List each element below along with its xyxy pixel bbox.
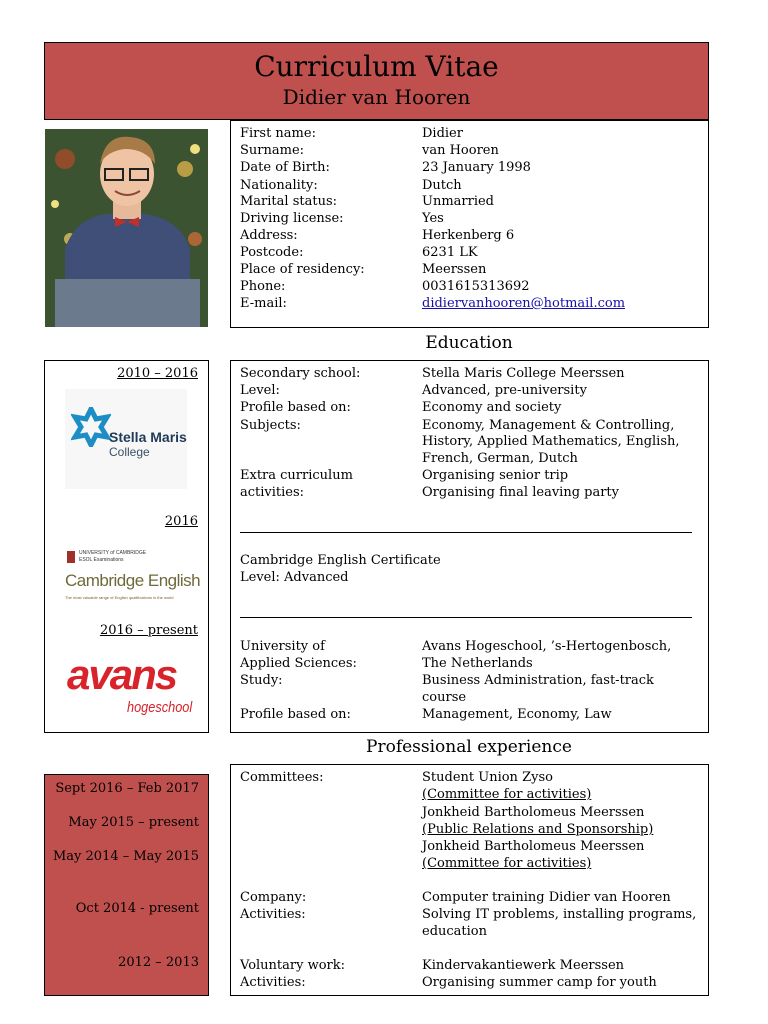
secondary-field-label: Profile based on: <box>240 400 351 415</box>
secondary-field-value: History, Applied Mathematics, English, <box>422 434 680 449</box>
personal-field-label: Date of Birth: <box>240 160 330 175</box>
personal-field-value: Dutch <box>422 178 462 193</box>
university-field-value: course <box>422 690 467 705</box>
email-link[interactable]: didiervanhooren@hotmail.com <box>422 296 626 311</box>
university-field-value: The Netherlands <box>422 656 533 671</box>
education-date: 2016 – present <box>99 623 198 638</box>
profile-photo <box>45 129 208 327</box>
secondary-field-value: Organising senior trip <box>422 468 569 483</box>
secondary-field-label: Extra curriculum <box>240 468 353 483</box>
divider <box>240 617 692 618</box>
personal-field-value: Yes <box>422 211 444 226</box>
education-date: 2010 – 2016 <box>117 366 198 381</box>
secondary-field-value: French, German, Dutch <box>422 451 578 466</box>
experience-field-value: Jonkheid Bartholomeus Meerssen <box>422 839 645 854</box>
secondary-field-label: Level: <box>240 383 280 398</box>
secondary-field-value: Stella Maris College Meerssen <box>422 366 625 381</box>
university-field-value: Management, Economy, Law <box>422 707 612 722</box>
personal-field-label: E-mail: <box>240 296 287 311</box>
secondary-field-value: Advanced, pre-university <box>422 383 587 398</box>
personal-field-value: Didier <box>422 126 463 141</box>
cambridge-english-logo <box>65 545 201 621</box>
experience-date: 2012 – 2013 <box>118 955 199 970</box>
personal-field-label: Marital status: <box>240 194 337 209</box>
experience-field-value: education <box>422 924 487 939</box>
experience-title: Professional experience <box>366 737 572 757</box>
stella-logo-line1: Stella Maris <box>109 429 187 445</box>
experience-details-box <box>230 764 709 996</box>
secondary-field-value: Economy and society <box>422 400 562 415</box>
personal-field-value: Meerssen <box>422 262 487 277</box>
education-details-box <box>230 360 709 733</box>
cambridge-main-text: Cambridge English <box>65 571 201 590</box>
avans-main-text: avans <box>67 651 177 698</box>
secondary-field-value: Economy, Management & Controlling, <box>422 418 675 433</box>
cv-header <box>44 42 709 120</box>
personal-field-label: Address: <box>240 228 298 243</box>
cambridge-small-text-2: ESOL Examinations <box>79 557 124 563</box>
personal-field-value: 0031615313692 <box>422 279 530 294</box>
personal-field-value: van Hooren <box>422 143 499 158</box>
experience-date: Sept 2016 – Feb 2017 <box>55 781 199 796</box>
personal-field-value: Herkenberg 6 <box>422 228 515 243</box>
education-dates-box <box>44 360 209 733</box>
cambridge-tagline: The most valuable range of English qualifications in the world <box>65 595 174 600</box>
university-field-label: Study: <box>240 673 283 688</box>
personal-info-box <box>230 120 709 328</box>
education-title: Education <box>425 333 513 353</box>
cv-title: Curriculum Vitae <box>254 50 499 83</box>
personal-field-value: Unmarried <box>422 194 495 209</box>
avans-logo <box>65 651 193 727</box>
personal-field-label: Phone: <box>240 279 286 294</box>
experience-dates-box <box>44 774 209 996</box>
experience-date: May 2014 – May 2015 <box>52 849 199 864</box>
experience-field-label: Committees: <box>240 770 324 785</box>
personal-field-label: Nationality: <box>240 178 318 193</box>
experience-field-value: (Committee for activities) <box>422 856 592 871</box>
experience-date: Oct 2014 - present <box>75 901 199 916</box>
divider <box>240 532 692 533</box>
experience-date: May 2015 – present <box>68 815 199 830</box>
experience-field-value: (Public Relations and Sponsorship) <box>422 822 654 837</box>
personal-field-label: Postcode: <box>240 245 304 260</box>
cv-name: Didier van Hooren <box>282 85 471 109</box>
university-field-label: Applied Sciences: <box>240 656 357 671</box>
secondary-field-value: Organising final leaving party <box>422 485 619 500</box>
stella-logo-line2: College <box>109 445 150 459</box>
stella-maris-logo <box>65 389 187 489</box>
experience-field-value: Kindervakantiewerk Meerssen <box>422 958 625 973</box>
university-field-value: Business Administration, fast-track <box>422 673 654 688</box>
cambridge-crest-icon <box>67 551 75 563</box>
personal-field-label: First name: <box>240 126 316 141</box>
cambridge-level: Level: Advanced <box>240 570 349 585</box>
experience-field-label: Activities: <box>240 907 306 922</box>
experience-field-value: Student Union Zyso <box>422 770 553 785</box>
university-field-label: Profile based on: <box>240 707 351 722</box>
experience-field-value: Computer training Didier van Hooren <box>422 890 671 905</box>
experience-field-label: Voluntary work: <box>240 958 346 973</box>
personal-field-label: Driving license: <box>240 211 344 226</box>
university-field-label: University of <box>240 639 325 654</box>
experience-field-label: Activities: <box>240 975 306 990</box>
university-field-value: Avans Hogeschool, ’s-Hertogenbosch, <box>422 639 672 654</box>
experience-field-value: Jonkheid Bartholomeus Meerssen <box>422 805 645 820</box>
personal-field-label: Surname: <box>240 143 305 158</box>
secondary-field-label: Secondary school: <box>240 366 361 381</box>
personal-field-value: 23 January 1998 <box>422 160 531 175</box>
personal-field-label: Place of residency: <box>240 262 365 277</box>
education-date: 2016 <box>164 514 198 529</box>
experience-field-label: Company: <box>240 890 307 905</box>
cambridge-certificate: Cambridge English Certificate <box>240 553 441 568</box>
experience-field-value: Organising summer camp for youth <box>422 975 657 990</box>
personal-field-value: 6231 LK <box>422 245 478 260</box>
avans-sub-text: hogeschool <box>127 699 193 716</box>
secondary-field-label: activities: <box>240 485 305 500</box>
secondary-field-label: Subjects: <box>240 418 301 433</box>
cambridge-small-text: UNIVERSITY of CAMBRIDGE <box>79 550 147 556</box>
experience-field-value: (Committee for activities) <box>422 787 592 802</box>
experience-field-value: Solving IT problems, installing programs, <box>422 907 697 922</box>
